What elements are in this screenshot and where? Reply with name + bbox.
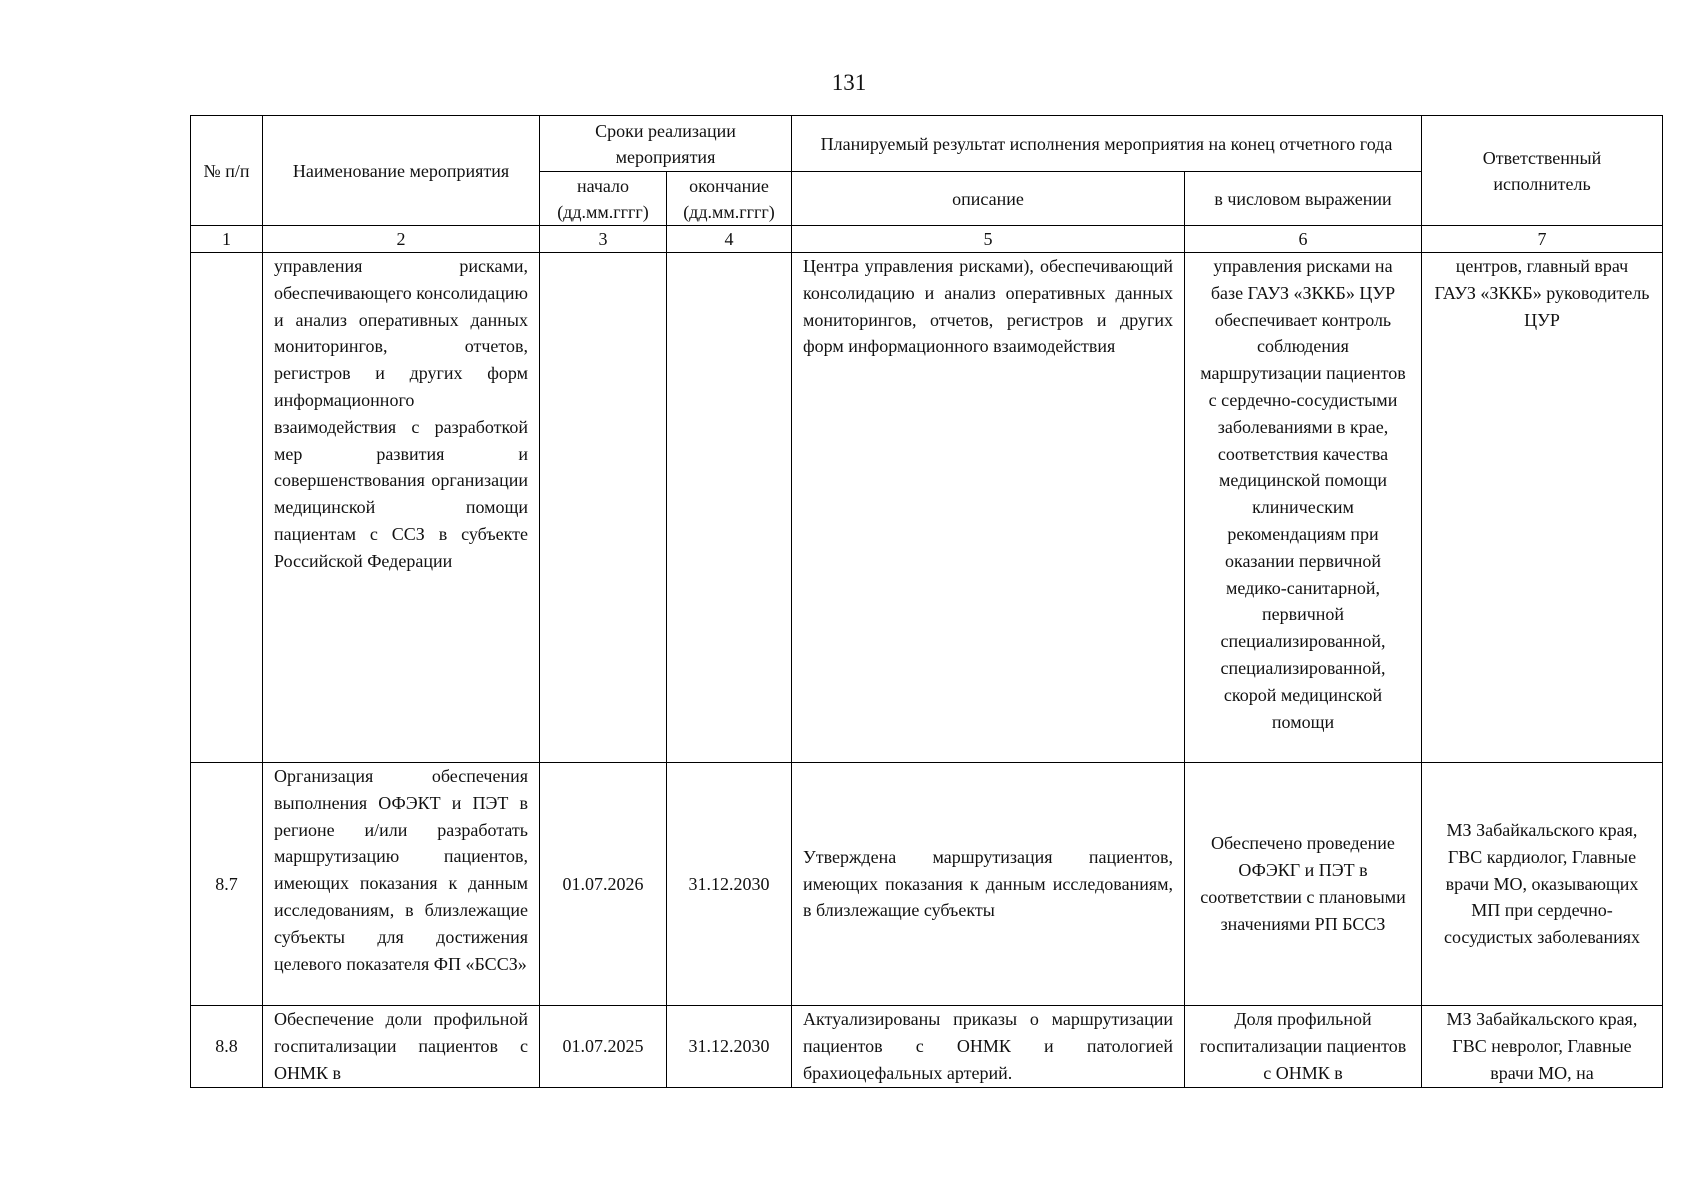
column-number: 3 bbox=[540, 226, 667, 253]
activities-table bbox=[190, 115, 1663, 1088]
end-date: 31.12.2030 bbox=[667, 763, 792, 1006]
table-row bbox=[191, 763, 1663, 1006]
end-date: 31.12.2030 bbox=[667, 1006, 792, 1088]
end-date bbox=[667, 253, 792, 763]
row-number: 8.8 bbox=[191, 1006, 263, 1088]
result-numeric: Доля профильной госпитализации пациентов с ОНМК в bbox=[1185, 1006, 1422, 1088]
activity-name: управления рисками, обеспечивающего консолидацию и анализ оперативных данных мониторингов, отчетов, регистров и других форм информационного взаимодействия с разработкой мер развития и совершенствования организации медицинской помощи пациентам с ССЗ в субъекте Российской Федерации bbox=[263, 253, 540, 763]
responsible-executor: МЗ Забайкальского края, ГВС невролог, Главные врачи МО, на bbox=[1422, 1006, 1663, 1088]
column-number: 4 bbox=[667, 226, 792, 253]
header-result: Планируемый результат исполнения мероприятия на конец отчетного года bbox=[792, 116, 1422, 172]
result-numeric: Обеспечено проведение ОФЭКГ и ПЭТ в соответствии с плановыми значениями РП БССЗ bbox=[1185, 763, 1422, 1006]
column-number: 7 bbox=[1422, 226, 1663, 253]
column-number: 6 bbox=[1185, 226, 1422, 253]
header-num: № п/п bbox=[191, 116, 263, 226]
start-date: 01.07.2026 bbox=[540, 763, 667, 1006]
responsible-executor: МЗ Забайкальского края, ГВС кардиолог, Главные врачи МО, оказывающих МП при сердечно-сосудистых заболеваниях bbox=[1422, 763, 1663, 1006]
header-description: описание bbox=[792, 172, 1185, 226]
column-number: 1 bbox=[191, 226, 263, 253]
header-row bbox=[191, 116, 1663, 172]
activity-name: Организация обеспечения выполнения ОФЭКТ и ПЭТ в регионе и/или разработать маршрутизацию пациентов, имеющих показания к данным исследованиям, в близлежащие субъекты для достижения целевого показателя ФП «БССЗ» bbox=[263, 763, 540, 1006]
table-row bbox=[191, 1006, 1663, 1088]
result-description: Утверждена маршрутизация пациентов, имеющих показания к данным исследованиям, в близлежащие субъекты bbox=[792, 763, 1185, 1006]
start-date: 01.07.2025 bbox=[540, 1006, 667, 1088]
activity-name: Обеспечение доли профильной госпитализации пациентов с ОНМК в bbox=[263, 1006, 540, 1088]
header-name: Наименование мероприятия bbox=[263, 116, 540, 226]
column-number: 2 bbox=[263, 226, 540, 253]
result-numeric: управления рисками на базе ГАУЗ «ЗККБ» ЦУР обеспечивает контроль соблюдения маршрутизации пациентов с сердечно-сосудистыми заболеваниями в крае, соответствия качества медицинской помощи клиническим рекомендациям при оказании первичной медико-санитарной, первичной специализированной, специализированной, скорой медицинской помощи bbox=[1185, 253, 1422, 763]
row-number bbox=[191, 253, 263, 763]
start-date bbox=[540, 253, 667, 763]
header-responsible: Ответственный исполнитель bbox=[1422, 116, 1663, 226]
header-numeric: в числовом выражении bbox=[1185, 172, 1422, 226]
column-number-row bbox=[191, 226, 1663, 253]
page-number: 131 bbox=[831, 70, 867, 95]
result-description: Актуализированы приказы о маршрутизации пациентов с ОНМК и патологией брахиоцефальных артерий. bbox=[792, 1006, 1185, 1088]
header-end: окончание (дд.мм.гггг) bbox=[667, 172, 792, 226]
header-start: начало (дд.мм.гггг) bbox=[540, 172, 667, 226]
column-number: 5 bbox=[792, 226, 1185, 253]
table-row bbox=[191, 253, 1663, 763]
responsible-executor: центров, главный врач ГАУЗ «ЗККБ» руководитель ЦУР bbox=[1422, 253, 1663, 763]
result-description: Центра управления рисками), обеспечивающий консолидацию и анализ оперативных данных мониторингов, отчетов, регистров и других форм информационного взаимодействия bbox=[792, 253, 1185, 763]
row-number: 8.7 bbox=[191, 763, 263, 1006]
header-terms: Сроки реализации мероприятия bbox=[540, 116, 792, 172]
